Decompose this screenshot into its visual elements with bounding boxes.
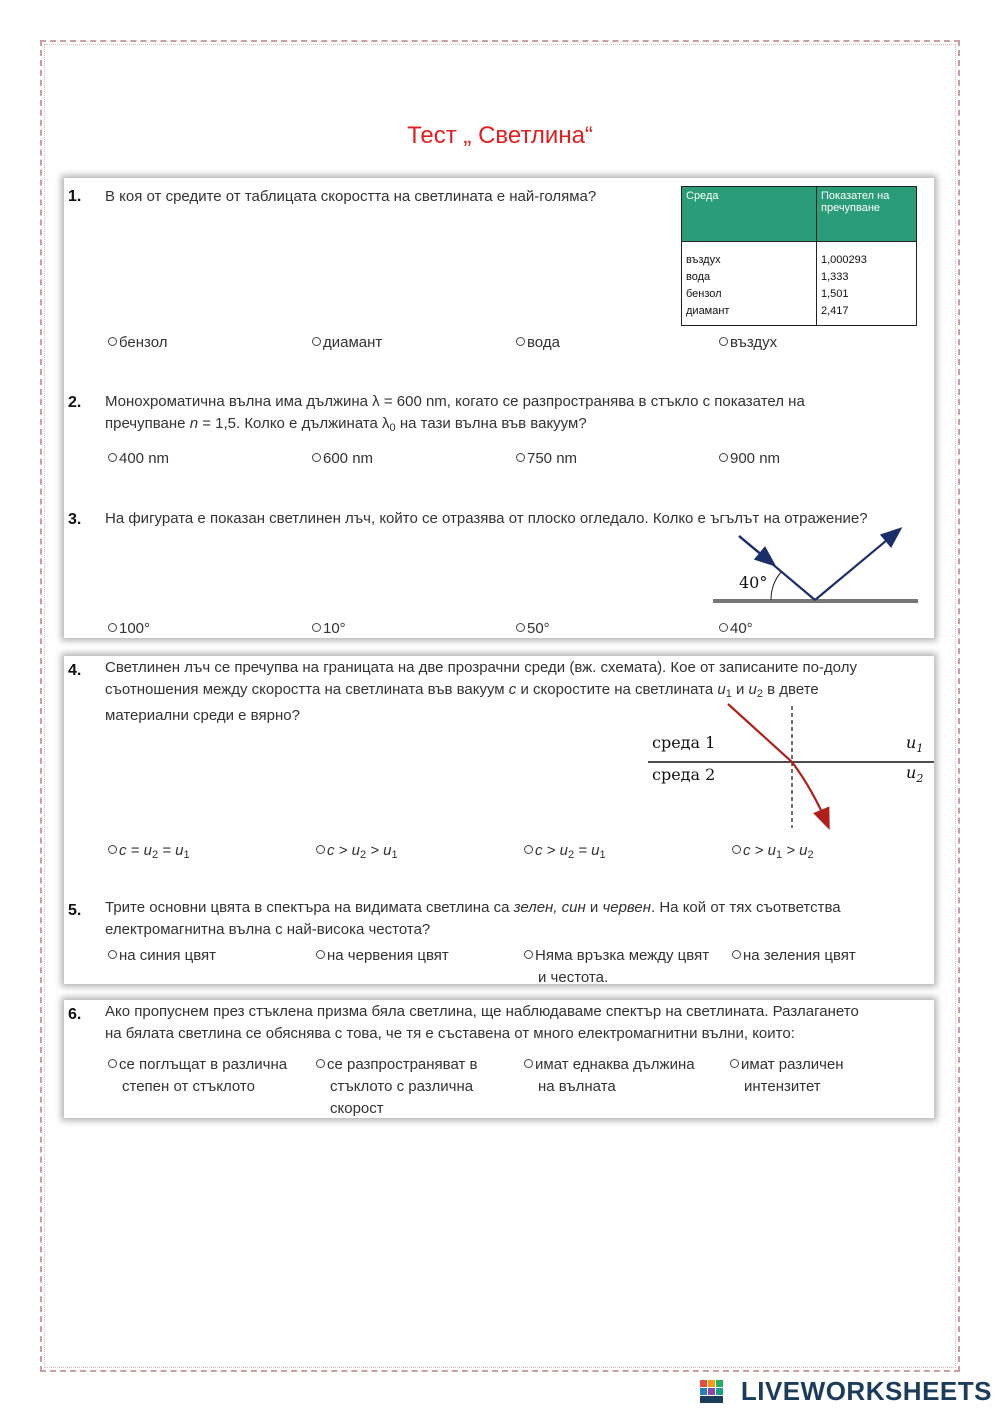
radio-icon [316, 950, 325, 959]
q5-text-part: Трите основни цвята в спектъра на видимата светлина са [105, 899, 514, 916]
subscript: 2 [359, 849, 367, 861]
subscript: 2 [567, 849, 575, 861]
q5-italic: зелен, син [513, 899, 586, 916]
q5-line2: електромагнитна вълна с най-висока честота? [105, 921, 431, 938]
option-label: = u [574, 842, 600, 859]
option-label: стъклото с различна [330, 1078, 474, 1095]
q2-option-400[interactable] [108, 448, 169, 470]
radio-icon [732, 950, 741, 959]
radio-icon [316, 845, 325, 854]
table-cell: въздух [686, 254, 721, 266]
option-label: > u [782, 842, 808, 859]
option-label: c > u [743, 842, 776, 859]
radio-icon [516, 623, 525, 632]
radio-icon [524, 950, 533, 959]
radio-icon [732, 845, 741, 854]
reflected-ray [815, 530, 899, 600]
q4-option-b[interactable] [316, 840, 398, 866]
refraction-diagram [648, 702, 934, 832]
question-panel-1 [64, 178, 934, 638]
q4-number: 4. [68, 662, 82, 679]
subscript: 2 [151, 849, 159, 861]
subscript: 1 [775, 849, 783, 861]
radio-icon [524, 1059, 533, 1068]
table-cell: 1,333 [821, 271, 849, 283]
q5-number: 5. [68, 902, 82, 919]
u-symbol: u [748, 681, 757, 698]
option-label: c > u [327, 842, 360, 859]
radio-icon [516, 453, 525, 462]
option-label: 100° [119, 620, 151, 637]
q1-option-benzol[interactable] [108, 332, 168, 354]
q4-text-part: съотношения между скоростта на светлината във вакуум [105, 681, 509, 698]
subscript: 2 [807, 849, 814, 861]
option-label: 10° [323, 620, 346, 637]
q3-option-40[interactable] [719, 618, 753, 640]
radio-icon [719, 453, 728, 462]
radio-icon [108, 1059, 117, 1068]
q1-option-diamond[interactable] [312, 332, 382, 354]
medium2-label: среда 2 [652, 765, 716, 784]
incident-ray-arrow [739, 536, 773, 564]
q4-text-part: в двете [763, 681, 819, 698]
option-label: имат различен [741, 1056, 844, 1073]
radio-icon [524, 845, 533, 854]
option-label: 750 nm [527, 450, 578, 467]
q3-text: На фигурата е показан светлинен лъч, който се отразява от плоско огледало. Колко е ъгълът на отражение? [105, 510, 868, 527]
q5-italic: червен [602, 899, 652, 916]
radio-icon [108, 950, 117, 959]
q4-option-c[interactable] [524, 840, 606, 866]
table-header-medium: Среда [682, 187, 817, 242]
q5-option-blue[interactable] [108, 945, 216, 967]
question-panel-3 [64, 1000, 934, 1118]
option-label: 400 nm [119, 450, 170, 467]
radio-icon [108, 845, 117, 854]
option-label-cont: и честота. [538, 969, 609, 986]
u1-label [906, 733, 923, 755]
option-label: 50° [527, 620, 550, 637]
q2-text [105, 391, 925, 439]
q1-option-air[interactable] [719, 332, 777, 354]
q4-option-d[interactable] [732, 840, 814, 866]
q4-line1: Светлинен лъч се пречупва на границата на две прозрачни среди (вж. схемата). Кое от записаните по-долу [105, 659, 857, 676]
refracted-ray [728, 704, 828, 826]
q2-line1: Монохроматична вълна има дължина λ = 600 nm, когато се разпространява в стъкло с показател на [105, 393, 805, 410]
u-symbol: u [717, 681, 726, 698]
radio-icon [730, 1059, 739, 1068]
question-panel-2 [64, 656, 934, 984]
q2-line2 [105, 413, 925, 439]
q6-option-speed[interactable] [316, 1054, 516, 1120]
option-label: 900 nm [730, 450, 781, 467]
option-label: = u [158, 842, 184, 859]
option-label: c = u [119, 842, 152, 859]
option-label: на синия цвят [119, 947, 217, 964]
q4-text-part: и скоростите на светлината [516, 681, 718, 698]
option-label: диамант [323, 334, 383, 351]
radio-icon [312, 453, 321, 462]
q1-text: В коя от средите от таблицата скоростта на светлината е най-голяма? [105, 188, 597, 205]
liveworksheets-logo-icon [700, 1380, 724, 1404]
q2-text-part: пречупване [105, 415, 190, 432]
u-letter: u [906, 763, 917, 782]
subscript: 1 [391, 849, 398, 861]
q6-number: 6. [68, 1006, 82, 1023]
table-index-cell [817, 242, 917, 326]
option-label: скорост [330, 1100, 384, 1117]
q1-option-water[interactable] [516, 332, 560, 354]
option-label: се поглъщат в различна [119, 1056, 288, 1073]
option-label: имат еднаква дължина [535, 1056, 695, 1073]
u1-subscript: 1 [916, 742, 924, 755]
q5-option-red[interactable] [316, 945, 449, 967]
radio-icon [516, 337, 525, 346]
q2-option-750[interactable] [516, 448, 577, 470]
q3-option-100[interactable] [108, 618, 150, 640]
table-cell: диамант [686, 305, 730, 317]
option-label: бензол [119, 334, 168, 351]
subscript: 1 [183, 849, 190, 861]
q6-line2: на бялата светлина се обяснява с това, че тя е съставена от много електромагнитни вълни, които: [105, 1025, 795, 1042]
medium1-label: среда 1 [652, 733, 716, 752]
c-symbol: c [508, 681, 517, 698]
u2-label [906, 763, 923, 785]
q6-option-absorbed[interactable] [108, 1054, 308, 1098]
table-cell: вода [686, 271, 711, 283]
radio-icon [108, 337, 117, 346]
q2-option-600[interactable] [312, 448, 373, 470]
table-cell: бензол [686, 288, 722, 300]
q2-text-part: на тази вълна във вакуум? [395, 415, 587, 432]
q3-option-50[interactable] [516, 618, 550, 640]
q4-option-a[interactable] [108, 840, 190, 866]
table-media-cell [682, 242, 817, 326]
q3-option-10[interactable] [312, 618, 346, 640]
option-label: въздух [730, 334, 778, 351]
option-label: интензитет [744, 1078, 821, 1095]
table-cell: 2,417 [821, 305, 849, 317]
subscript: 2 [756, 688, 763, 700]
q6-line1: Ако пропуснем през стъклена призма бяла светлина, ще наблюдаваме спектър на светлината. Разлагането [105, 1003, 859, 1020]
q5-text-part: и [585, 899, 603, 916]
q5-option-no-relation[interactable] [524, 945, 709, 989]
radio-icon [316, 1059, 325, 1068]
radio-icon [312, 337, 321, 346]
radio-icon [108, 453, 117, 462]
option-label: на червения цвят [327, 947, 449, 964]
q4-line3: материални среди е вярно? [105, 707, 300, 724]
option-label: > u [366, 842, 392, 859]
u2-subscript: 2 [916, 772, 924, 785]
q2-text-part: = 1,5. Колко е дължината λ [198, 415, 390, 432]
q5-text [105, 897, 931, 941]
option-label: 600 nm [323, 450, 374, 467]
q2-option-900[interactable] [719, 448, 780, 470]
q1-number: 1. [68, 188, 82, 205]
q5-option-green[interactable] [732, 945, 856, 967]
q6-option-same-wavelength[interactable] [524, 1054, 724, 1098]
refraction-table [681, 186, 917, 326]
q4-text-part: и [731, 681, 749, 698]
liveworksheets-logo[interactable]: LIVEWORKSHEETS [740, 1376, 992, 1406]
u-letter: u [906, 733, 917, 752]
option-label: степен от стъклото [122, 1078, 255, 1095]
angle-arc [771, 572, 781, 600]
table-cell: 1,501 [821, 288, 849, 300]
option-label: Няма връзка между цвят [535, 947, 710, 964]
q5-text-part: . На кой от тях съответства [651, 899, 841, 916]
q6-option-intensity[interactable] [730, 1054, 930, 1098]
option-label: на зеления цвят [743, 947, 856, 964]
mirror-diagram [709, 524, 924, 608]
q3-number: 3. [68, 511, 82, 528]
table-header-index: Показател на пречупване [817, 187, 917, 242]
q5-line1 [105, 897, 931, 919]
radio-icon [719, 337, 728, 346]
radio-icon [312, 623, 321, 632]
angle-label: 40° [739, 573, 768, 592]
option-label: вода [527, 334, 560, 351]
q2-subscript: 0 [389, 422, 396, 434]
option-label: на вълната [538, 1078, 616, 1095]
worksheet-title: Тест „ Светлина“ [407, 122, 593, 149]
subscript: 1 [599, 849, 606, 861]
option-label: 40° [730, 620, 753, 637]
option-label: се разпространяват в [327, 1056, 478, 1073]
radio-icon [108, 623, 117, 632]
subscript: 1 [725, 688, 732, 700]
option-label: c > u [535, 842, 568, 859]
radio-icon [719, 623, 728, 632]
table-cell: 1,000293 [821, 254, 867, 266]
q2-number: 2. [68, 394, 82, 411]
q2-n-symbol: n [189, 415, 199, 432]
q6-text [105, 1001, 931, 1045]
